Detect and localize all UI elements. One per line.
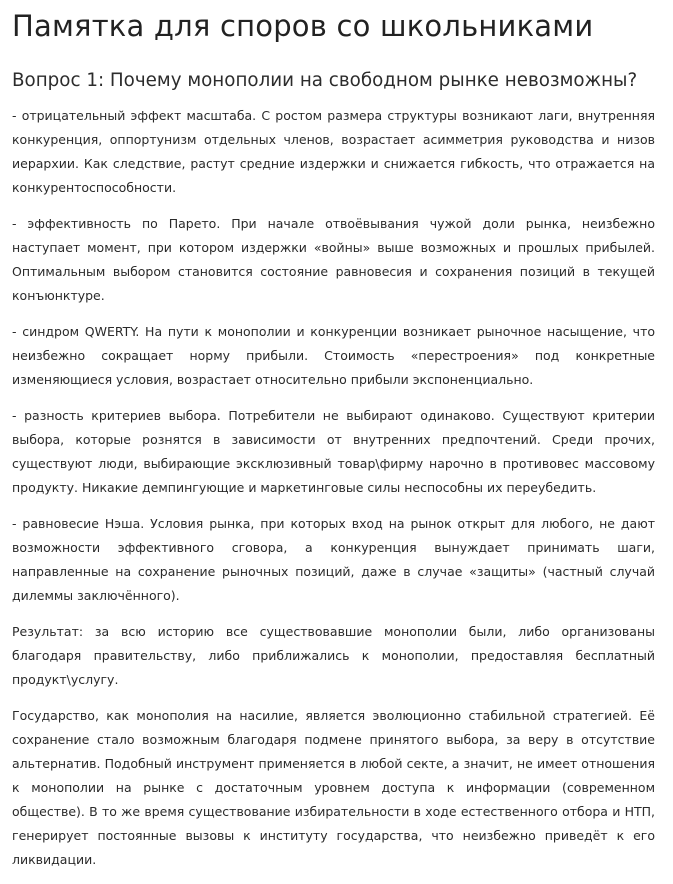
document-title: Памятка для споров со школьниками (12, 9, 594, 43)
paragraph-scale-effect: - отрицательный эффект масштаба. С ростом размера структуры возникают лаги, внутренняя конкуренция, оппортунизм отдельных членов, возрастает асимметрия руководства и низов иерархии. Как следствие, растут средние издержки и снижается гибкость, что отражается на конкурентоспособности. (12, 108, 655, 195)
paragraph-pareto: - эффективность по Парето. При начале отвоёвывания чужой доли рынка, неизбежно наступает момент, при котором издержки «войны» выше возможных и прошлых прибылей. Оптимальным выбором становится состояние равновесия и сохранения позиций в текущей конъюнктуре. (12, 216, 655, 303)
paragraph-state: Государство, как монополия на насилие, является эволюционно стабильной стратегией. Её сохранение стало возможным благодаря подмене принятого выбора, за веру в отсутствие альтернатив. Подобный инструмент применяется в любой секте, а значит, не имеет отношения к монополии на рынке с достаточным уровнем доступа к информации (современном обществе). В то же время существование избирательности в ходе естественного отбора и НТП, генерирует постоянные вызовы к институту государства, что неизбежно приведёт к его ликвидации. (12, 708, 655, 867)
paragraph-result: Результат: за всю историю все существовавшие монополии были, либо организованы благодаря правительству, либо приближались к монополии, предоставляя бесплатный продукт\услугу. (12, 624, 655, 687)
question-heading: Вопрос 1: Почему монополии на свободном рынке невозможны? (12, 70, 638, 91)
paragraph-qwerty: - синдром QWERTY. На пути к монополии и конкуренции возникает рыночное насыщение, что неизбежно сокращает норму прибыли. Стоимость «перестроения» под конкретные изменяющиеся условия, возрастает относительно прибыли экспоненциально. (12, 324, 655, 387)
document-body (12, 104, 655, 872)
paragraph-nash-equilibrium: - равновесие Нэша. Условия рынка, при которых вход на рынок открыт для любого, не дают возможности эффективного сговора, а конкуренция вынуждает принимать шаги, направленные на сохранение рыночных позиций, даже в случае «защиты» (частный случай дилеммы заключённого). (12, 516, 655, 603)
paragraph-choice-criteria: - разность критериев выбора. Потребители не выбирают одинаково. Существуют критерии выбора, которые рознятся в зависимости от внутренних предпочтений. Среди прочих, существуют люди, выбирающие эксклюзивный товар\фирму нарочно в противовес массовому продукту. Никакие демпингующие и маркетинговые силы неспособны их переубедить. (12, 408, 655, 495)
document-page (12, 0, 655, 884)
